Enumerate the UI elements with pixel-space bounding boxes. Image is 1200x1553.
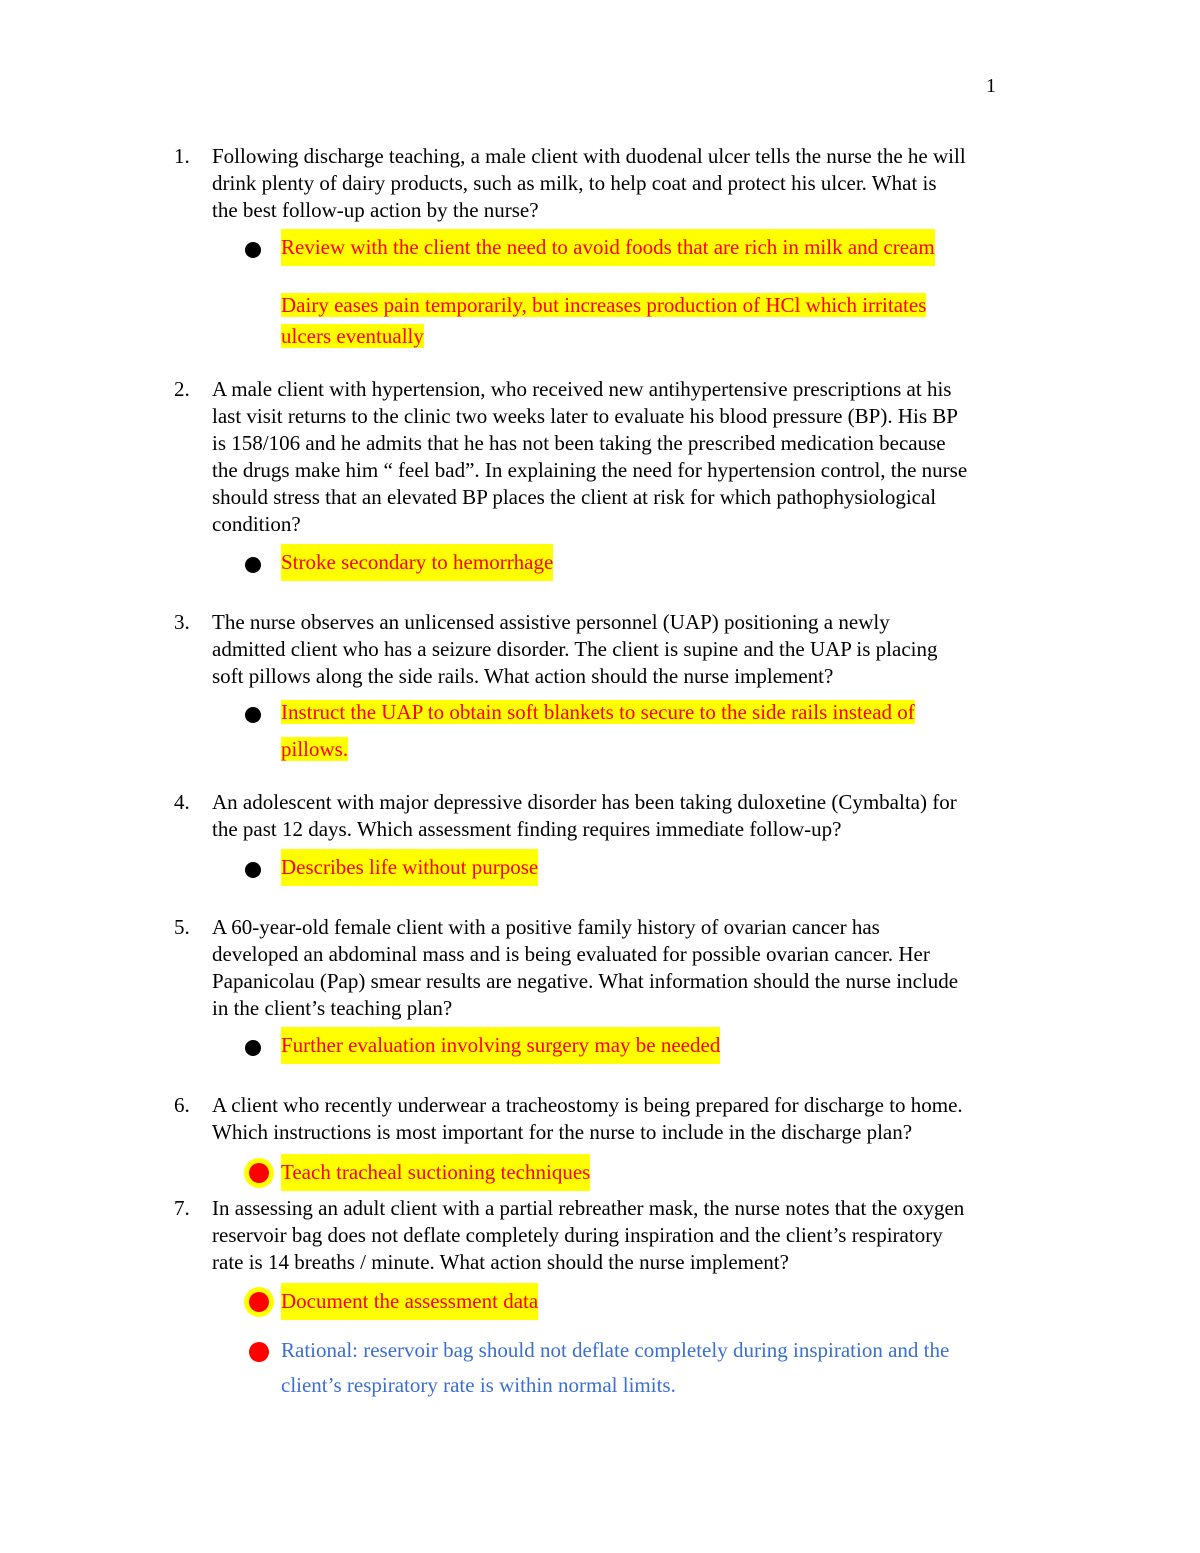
question-text: A client who recently underwear a tracheostomy is being prepared for discharge to home. Which instructions is most important for the nurse to include in the discharge plan?: [212, 1093, 963, 1144]
question-number: 6.: [174, 1093, 190, 1117]
answer-note: [281, 290, 926, 352]
question-text: An adolescent with major depressive disorder has been taking duloxetine (Cymbalta) for the past 12 days. Which assessment finding requires immediate follow-up?: [212, 790, 957, 841]
answer-text-block: [281, 694, 915, 768]
bullet-icon: [245, 557, 261, 573]
question-number: 3.: [174, 610, 190, 634]
bullet-icon: [245, 1040, 261, 1056]
bullet-icon: [245, 242, 261, 258]
answer-text: Describes life without purpose: [281, 849, 538, 886]
answer-note-text: Dairy eases pain temporarily, but increases production of HCl which irritates ulcers eventually: [281, 293, 927, 348]
rationale-text: Rational: reservoir bag should not deflate completely during inspiration and the client’s respiratory rate is within normal limits.: [281, 1338, 950, 1397]
bullet-icon: [249, 1342, 269, 1362]
bullet-icon: [249, 1163, 269, 1183]
answer-text: Stroke secondary to hemorrhage: [281, 544, 553, 581]
question-text: In assessing an adult client with a partial rebreather mask, the nurse notes that the oxygen reservoir bag does not deflate completely during inspiration and the client’s respiratory rate is 14 breaths / minute. What action should the nurse implement?: [212, 1196, 965, 1274]
bullet-icon: [245, 862, 261, 878]
answer-text: Document the assessment data: [281, 1283, 538, 1320]
question-number: 7.: [174, 1196, 190, 1220]
question-text: Following discharge teaching, a male client with duodenal ulcer tells the nurse the he will drink plenty of dairy products, such as milk, to help coat and protect his ulcer. What is the best follow-up action by the nurse?: [212, 144, 966, 222]
question-text: A 60-year-old female client with a positive family history of ovarian cancer has developed an abdominal mass and is being evaluated for possible ovarian cancer. Her Papanicolau (Pap) smear results are negative. What information should the nurse include in the client’s teaching plan?: [212, 915, 959, 1020]
bullet-icon: [249, 1292, 269, 1312]
answer-text: Further evaluation involving surgery may be needed: [281, 1027, 720, 1064]
question-number: 2.: [174, 377, 190, 401]
question-text: The nurse observes an unlicensed assistive personnel (UAP) positioning a newly admitted client who has a seizure disorder. The client is supine and the UAP is placing soft pillows along the side rails. What action should the nurse implement?: [212, 610, 938, 688]
question-number: 4.: [174, 790, 190, 814]
page-number: 1: [986, 75, 996, 97]
answer-text: Teach tracheal suctioning techniques: [281, 1154, 590, 1191]
bullet-icon: [245, 707, 261, 723]
answer-text: Review with the client the need to avoid foods that are rich in milk and cream: [281, 229, 935, 266]
question-text: A male client with hypertension, who received new antihypertensive prescriptions at his last visit returns to the clinic two weeks later to evaluate his blood pressure (BP). His BP is 158/106 and he admits that he has not been taking the prescribed medication because the drugs make him “ feel bad”. In explaining the need for hypertension control, the nurse should stress that an elevated BP places the client at risk for which pathophysiological condition?: [212, 377, 968, 536]
question-number: 1.: [174, 144, 190, 168]
answer-text: Instruct the UAP to obtain soft blankets to secure to the side rails instead of pillows.: [281, 700, 915, 761]
question-number: 5.: [174, 915, 190, 939]
